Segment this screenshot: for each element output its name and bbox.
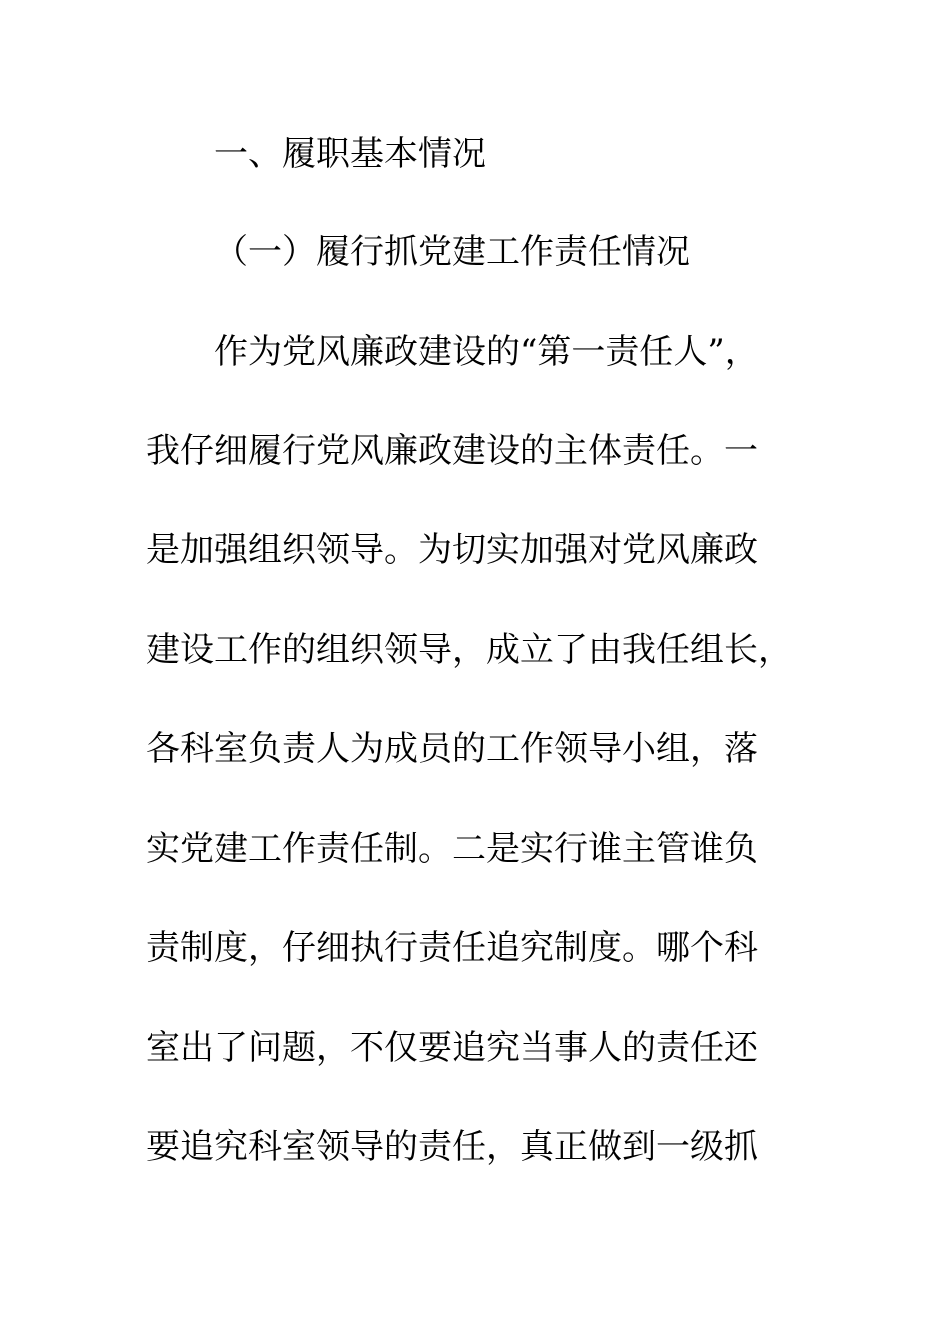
paragraph-line: 是加强组织领导。为切实加强对党风廉政: [146, 530, 758, 570]
paragraph-line: 要追究科室领导的责任，真正做到一级抓: [146, 1127, 758, 1167]
paragraph-line: 我仔细履行党风廉政建设的主体责任。一: [146, 431, 758, 471]
paragraph-line: 责制度，仔细执行责任追究制度。哪个科: [146, 928, 758, 968]
paragraph-line: 建设工作的组织领导，成立了由我任组长，: [146, 630, 792, 670]
paragraph-line: 室出了问题，不仅要追究当事人的责任还: [146, 1028, 758, 1068]
subsection-heading: （一）履行抓党建工作责任情况: [214, 232, 690, 272]
section-heading: 一、履职基本情况: [214, 134, 486, 174]
paragraph-line: 实党建工作责任制。二是实行谁主管谁负: [146, 829, 758, 869]
paragraph-line: 作为党风廉政建设的“第一责任人”，: [214, 332, 759, 372]
paragraph-line: 各科室负责人为成员的工作领导小组，落: [146, 729, 758, 769]
